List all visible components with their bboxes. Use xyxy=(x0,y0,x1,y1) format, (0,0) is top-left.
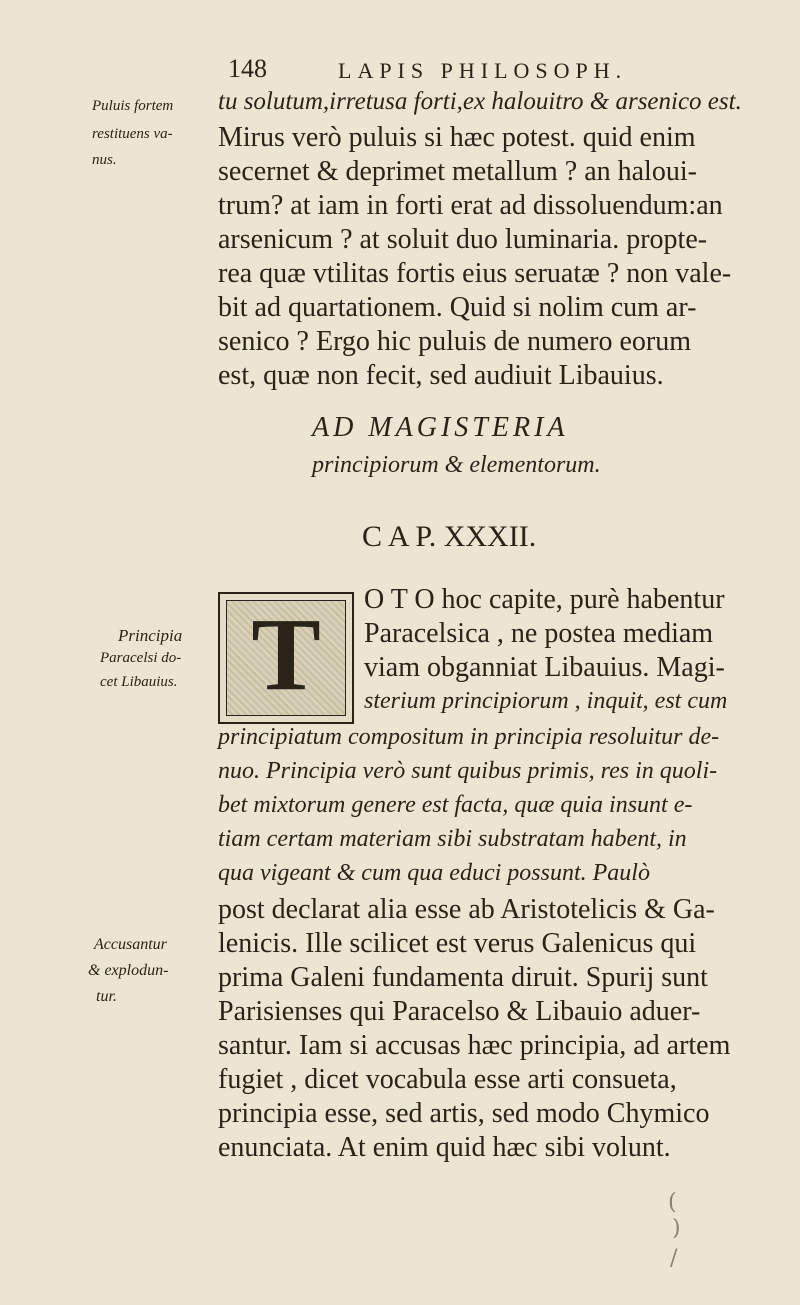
text-line: santur. Iam si accusas hæc principia, ad artem xyxy=(218,1030,731,1061)
text-line: senico ? Ergo hic puluis de numero eorum xyxy=(218,326,692,357)
chapter-heading: C A P. XXXII. xyxy=(362,520,537,553)
text-line: lenicis. Ille scilicet est verus Galenicus qui xyxy=(218,928,697,959)
paper-mark: ) xyxy=(672,1216,681,1241)
text-line: viam obganniat Libauius. Magi- xyxy=(364,652,725,683)
drop-cap-letter: T xyxy=(251,597,321,712)
text-line: est, quæ non fecit, sed audiuit Libauius. xyxy=(218,360,664,391)
text-line: prima Galeni fundamenta diruit. Spurij sunt xyxy=(218,962,708,993)
text-line: principia esse, sed artis, sed modo Chymico xyxy=(218,1098,710,1129)
text-line: rea quæ vtilitas fortis eius seruatæ ? non vale- xyxy=(218,258,732,289)
text-line: fugiet , dicet vocabula esse arti consueta, xyxy=(218,1064,677,1095)
drop-cap xyxy=(218,592,354,724)
text-line: Mirus verò puluis si hæc potest. quid enim xyxy=(218,122,696,153)
margin-note-line: tur. xyxy=(96,988,117,1005)
text-line: qua vigeant & cum qua educi possunt. Paulò xyxy=(218,860,650,886)
margin-note-line: cet Libauius. xyxy=(100,674,178,690)
margin-note-line: & explodun- xyxy=(88,962,169,979)
margin-note-line: Puluis fortem xyxy=(92,98,174,114)
text-line: arsenicum ? at soluit duo luminaria. propte- xyxy=(218,224,708,255)
paper-mark: ( xyxy=(668,1190,677,1215)
margin-note-line: Accusantur xyxy=(94,936,167,953)
text-line: bet mixtorum genere est facta, quæ quia insunt e- xyxy=(218,792,693,818)
margin-note-line: nus. xyxy=(92,152,117,168)
text-line: trum? at iam in forti erat ad dissoluendum:an xyxy=(218,190,723,221)
page-number: 148 xyxy=(228,54,267,83)
text-line: secernet & deprimet metallum ? an haloui- xyxy=(218,156,697,187)
text-line: bit ad quartationem. Quid si nolim cum ar- xyxy=(218,292,697,323)
section-subheading: principiorum & elementorum. xyxy=(312,452,601,478)
text-line: enunciata. At enim quid hæc sibi volunt. xyxy=(218,1132,671,1163)
text-line: Parisienses qui Paracelso & Libauio aduer- xyxy=(218,996,701,1027)
text-line: post declarat alia esse ab Aristotelicis & Ga- xyxy=(218,894,715,925)
text-line: tu solutum,irretusa forti,ex halouitro & arsenico est. xyxy=(218,88,742,115)
text-line: Paracelsica , ne postea mediam xyxy=(364,618,714,649)
text-line: sterium principiorum , inquit, est cum xyxy=(364,688,728,714)
section-heading: AD MAGISTERIA xyxy=(312,412,569,443)
paper-mark: / xyxy=(670,1246,678,1271)
text-line: O T O hoc capite, purè habentur xyxy=(364,584,725,615)
margin-note-line: Paracelsi do- xyxy=(100,650,182,666)
margin-note-line: restituens va- xyxy=(92,126,173,142)
margin-note-line: Principia xyxy=(118,626,183,645)
text-line: principiatum compositum in principia resoluitur de- xyxy=(218,724,720,750)
running-title: LAPIS PHILOSOPH. xyxy=(338,58,628,83)
page-header xyxy=(220,52,760,92)
text-line: tiam certam materiam sibi substratam habent, in xyxy=(218,826,687,852)
text-line: nuo. Principia verò sunt quibus primis, res in quoli- xyxy=(218,758,718,784)
